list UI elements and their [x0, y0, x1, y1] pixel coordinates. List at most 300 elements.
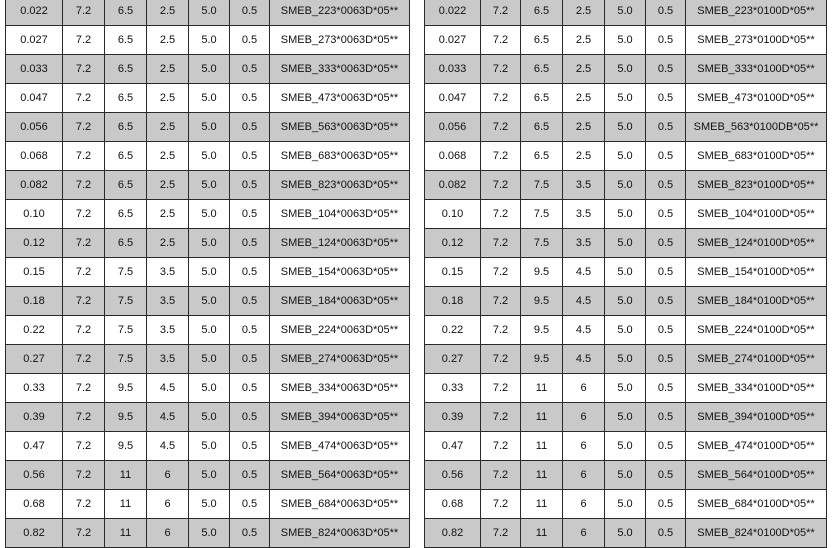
col6-cell: 0.5 — [646, 403, 686, 432]
col4-cell: 2.5 — [563, 26, 605, 55]
col4-cell: 2.5 — [147, 84, 189, 113]
col3-cell: 6.5 — [105, 171, 147, 200]
table-row — [425, 490, 827, 519]
col4-cell: 2.5 — [147, 26, 189, 55]
capacitance-cell: 0.18 — [425, 287, 481, 316]
col2-cell: 7.2 — [63, 258, 105, 287]
part-number-cell: SMEB_823*0100D*05** — [686, 171, 827, 200]
col6-cell: 0.5 — [646, 200, 686, 229]
col6-cell: 0.5 — [230, 287, 270, 316]
part-number-cell: SMEB_394*0100D*05** — [686, 403, 827, 432]
part-number-cell: SMEB_474*0100D*05** — [686, 432, 827, 461]
col2-cell: 7.2 — [63, 171, 105, 200]
col4-cell: 2.5 — [147, 142, 189, 171]
col2-cell: 7.2 — [481, 316, 521, 345]
col3-cell: 6.5 — [105, 113, 147, 142]
col5-cell: 5.0 — [605, 345, 646, 374]
col4-cell: 2.5 — [147, 200, 189, 229]
table-row — [425, 171, 827, 200]
table-row — [425, 0, 827, 26]
part-number-cell: SMEB_184*0063D*05** — [270, 287, 410, 316]
col2-cell: 7.2 — [63, 287, 105, 316]
col5-cell: 5.0 — [605, 113, 646, 142]
col6-cell: 0.5 — [646, 287, 686, 316]
capacitance-cell: 0.22 — [6, 316, 63, 345]
col2-cell: 7.2 — [63, 55, 105, 84]
part-number-cell: SMEB_104*0063D*05** — [270, 200, 410, 229]
capacitance-cell: 0.047 — [6, 84, 63, 113]
col5-cell: 5.0 — [605, 258, 646, 287]
col2-cell: 7.2 — [481, 287, 521, 316]
table-row — [6, 287, 410, 316]
part-number-cell: SMEB_154*0100D*05** — [686, 258, 827, 287]
col3-cell: 11 — [521, 461, 563, 490]
col3-cell: 6.5 — [521, 84, 563, 113]
part-number-cell: SMEB_824*0100D*05** — [686, 519, 827, 548]
table-row — [6, 316, 410, 345]
col6-cell: 0.5 — [646, 142, 686, 171]
col4-cell: 6 — [563, 490, 605, 519]
capacitance-cell: 0.082 — [425, 171, 481, 200]
col6-cell: 0.5 — [230, 374, 270, 403]
col4-cell: 3.5 — [563, 229, 605, 258]
part-number-cell: SMEB_473*0100D*05** — [686, 84, 827, 113]
part-number-cell: SMEB_274*0063D*05** — [270, 345, 410, 374]
col2-cell: 7.2 — [481, 113, 521, 142]
col5-cell: 5.0 — [189, 0, 230, 26]
capacitance-cell: 0.10 — [6, 200, 63, 229]
col6-cell: 0.5 — [230, 432, 270, 461]
table-row — [6, 55, 410, 84]
capacitance-cell: 0.22 — [425, 316, 481, 345]
col6-cell: 0.5 — [646, 229, 686, 258]
part-number-cell: SMEB_124*0100D*05** — [686, 229, 827, 258]
part-number-cell: SMEB_684*0063D*05** — [270, 490, 410, 519]
capacitance-cell: 0.068 — [425, 142, 481, 171]
col5-cell: 5.0 — [189, 403, 230, 432]
col3-cell: 9.5 — [105, 374, 147, 403]
col5-cell: 5.0 — [605, 0, 646, 26]
col2-cell: 7.2 — [481, 0, 521, 26]
col5-cell: 5.0 — [605, 142, 646, 171]
col3-cell: 6.5 — [105, 26, 147, 55]
table-row — [6, 26, 410, 55]
col5-cell: 5.0 — [605, 200, 646, 229]
capacitance-cell: 0.82 — [425, 519, 481, 548]
table-row — [425, 345, 827, 374]
col3-cell: 7.5 — [105, 345, 147, 374]
table-row — [6, 403, 410, 432]
col2-cell: 7.2 — [63, 113, 105, 142]
table-row — [425, 287, 827, 316]
part-number-cell: SMEB_273*0063D*05** — [270, 26, 410, 55]
part-number-cell: SMEB_683*0100D*05** — [686, 142, 827, 171]
col3-cell: 11 — [521, 374, 563, 403]
part-number-cell: SMEB_563*0063D*05** — [270, 113, 410, 142]
col5-cell: 5.0 — [189, 55, 230, 84]
col3-cell: 9.5 — [105, 403, 147, 432]
table-row — [425, 26, 827, 55]
part-number-cell: SMEB_124*0063D*05** — [270, 229, 410, 258]
col2-cell: 7.2 — [63, 403, 105, 432]
table-row — [6, 0, 410, 26]
capacitance-cell: 0.18 — [6, 287, 63, 316]
capacitance-cell: 0.27 — [425, 345, 481, 374]
col5-cell: 5.0 — [605, 403, 646, 432]
col2-cell: 7.2 — [63, 84, 105, 113]
table-row — [6, 142, 410, 171]
col2-cell: 7.2 — [63, 461, 105, 490]
capacitor-table-right — [424, 0, 827, 548]
col6-cell: 0.5 — [230, 258, 270, 287]
col5-cell: 5.0 — [605, 229, 646, 258]
col5-cell: 5.0 — [189, 519, 230, 548]
col5-cell: 5.0 — [605, 287, 646, 316]
col2-cell: 7.2 — [63, 142, 105, 171]
col4-cell: 2.5 — [147, 229, 189, 258]
table-row — [425, 258, 827, 287]
col3-cell: 7.5 — [105, 316, 147, 345]
col2-cell: 7.2 — [481, 403, 521, 432]
col4-cell: 4.5 — [147, 432, 189, 461]
table-row — [6, 461, 410, 490]
col4-cell: 2.5 — [563, 142, 605, 171]
col6-cell: 0.5 — [230, 0, 270, 26]
col6-cell: 0.5 — [646, 0, 686, 26]
col6-cell: 0.5 — [646, 374, 686, 403]
capacitance-cell: 0.33 — [6, 374, 63, 403]
part-number-cell: SMEB_334*0063D*05** — [270, 374, 410, 403]
capacitance-cell: 0.033 — [6, 55, 63, 84]
col4-cell: 2.5 — [563, 0, 605, 26]
col2-cell: 7.2 — [63, 374, 105, 403]
col2-cell: 7.2 — [63, 26, 105, 55]
col3-cell: 6.5 — [521, 113, 563, 142]
col4-cell: 6 — [563, 519, 605, 548]
col6-cell: 0.5 — [230, 200, 270, 229]
col4-cell: 3.5 — [147, 258, 189, 287]
col3-cell: 11 — [521, 519, 563, 548]
table-row — [6, 171, 410, 200]
col4-cell: 4.5 — [563, 345, 605, 374]
col6-cell: 0.5 — [646, 316, 686, 345]
col3-cell: 6.5 — [105, 142, 147, 171]
part-number-cell: SMEB_823*0063D*05** — [270, 171, 410, 200]
col3-cell: 6.5 — [105, 0, 147, 26]
col5-cell: 5.0 — [605, 432, 646, 461]
col3-cell: 9.5 — [521, 287, 563, 316]
col4-cell: 3.5 — [147, 316, 189, 345]
col6-cell: 0.5 — [230, 113, 270, 142]
col2-cell: 7.2 — [63, 345, 105, 374]
col2-cell: 7.2 — [481, 432, 521, 461]
table-row — [6, 229, 410, 258]
col5-cell: 5.0 — [189, 258, 230, 287]
col5-cell: 5.0 — [189, 229, 230, 258]
col4-cell: 4.5 — [563, 316, 605, 345]
col3-cell: 9.5 — [521, 316, 563, 345]
table-row — [425, 432, 827, 461]
col5-cell: 5.0 — [605, 490, 646, 519]
col2-cell: 7.2 — [63, 316, 105, 345]
col4-cell: 6 — [563, 403, 605, 432]
table-row — [425, 316, 827, 345]
col2-cell: 7.2 — [63, 200, 105, 229]
col6-cell: 0.5 — [230, 403, 270, 432]
col6-cell: 0.5 — [646, 84, 686, 113]
col2-cell: 7.2 — [63, 0, 105, 26]
table-row — [6, 113, 410, 142]
table-row — [6, 84, 410, 113]
table-row — [425, 229, 827, 258]
col6-cell: 0.5 — [646, 461, 686, 490]
col2-cell: 7.2 — [481, 461, 521, 490]
part-number-cell: SMEB_274*0100D*05** — [686, 345, 827, 374]
part-number-cell: SMEB_564*0063D*05** — [270, 461, 410, 490]
col3-cell: 6.5 — [521, 55, 563, 84]
col6-cell: 0.5 — [230, 142, 270, 171]
col5-cell: 5.0 — [189, 287, 230, 316]
col4-cell: 2.5 — [147, 55, 189, 84]
part-number-cell: SMEB_273*0100D*05** — [686, 26, 827, 55]
col6-cell: 0.5 — [646, 171, 686, 200]
col5-cell: 5.0 — [189, 171, 230, 200]
capacitance-cell: 0.27 — [6, 345, 63, 374]
table-row — [425, 84, 827, 113]
col6-cell: 0.5 — [230, 316, 270, 345]
capacitance-cell: 0.47 — [6, 432, 63, 461]
part-number-cell: SMEB_474*0063D*05** — [270, 432, 410, 461]
col6-cell: 0.5 — [646, 258, 686, 287]
col2-cell: 7.2 — [481, 258, 521, 287]
col3-cell: 6.5 — [105, 200, 147, 229]
capacitance-cell: 0.39 — [6, 403, 63, 432]
col2-cell: 7.2 — [481, 345, 521, 374]
col6-cell: 0.5 — [646, 490, 686, 519]
col2-cell: 7.2 — [481, 374, 521, 403]
part-number-cell: SMEB_824*0063D*05** — [270, 519, 410, 548]
col3-cell: 11 — [105, 490, 147, 519]
col2-cell: 7.2 — [481, 171, 521, 200]
col6-cell: 0.5 — [230, 26, 270, 55]
col5-cell: 5.0 — [189, 200, 230, 229]
col3-cell: 7.5 — [521, 171, 563, 200]
col4-cell: 2.5 — [563, 113, 605, 142]
col3-cell: 11 — [105, 461, 147, 490]
col6-cell: 0.5 — [646, 113, 686, 142]
col3-cell: 6.5 — [521, 26, 563, 55]
col5-cell: 5.0 — [189, 432, 230, 461]
part-number-cell: SMEB_223*0063D*05** — [270, 0, 410, 26]
table-row — [6, 519, 410, 548]
col4-cell: 2.5 — [147, 113, 189, 142]
col4-cell: 6 — [147, 461, 189, 490]
col6-cell: 0.5 — [230, 519, 270, 548]
col4-cell: 4.5 — [563, 258, 605, 287]
col3-cell: 11 — [521, 403, 563, 432]
col5-cell: 5.0 — [189, 316, 230, 345]
table-row — [425, 403, 827, 432]
col3-cell: 6.5 — [105, 229, 147, 258]
capacitance-cell: 0.027 — [6, 26, 63, 55]
table-row — [6, 432, 410, 461]
part-number-cell: SMEB_333*0100D*05** — [686, 55, 827, 84]
capacitance-cell: 0.68 — [6, 490, 63, 519]
col5-cell: 5.0 — [189, 345, 230, 374]
capacitance-cell: 0.10 — [425, 200, 481, 229]
table-row — [425, 519, 827, 548]
col5-cell: 5.0 — [605, 374, 646, 403]
col6-cell: 0.5 — [230, 55, 270, 84]
table-row — [6, 200, 410, 229]
table-row — [425, 142, 827, 171]
col3-cell: 6.5 — [105, 55, 147, 84]
col3-cell: 7.5 — [521, 200, 563, 229]
col2-cell: 7.2 — [481, 490, 521, 519]
col3-cell: 11 — [521, 490, 563, 519]
col4-cell: 6 — [147, 519, 189, 548]
col2-cell: 7.2 — [481, 229, 521, 258]
table-row — [425, 461, 827, 490]
col2-cell: 7.2 — [63, 432, 105, 461]
col4-cell: 4.5 — [147, 374, 189, 403]
col5-cell: 5.0 — [605, 26, 646, 55]
capacitance-cell: 0.15 — [6, 258, 63, 287]
col6-cell: 0.5 — [230, 461, 270, 490]
col6-cell: 0.5 — [230, 171, 270, 200]
part-number-cell: SMEB_683*0063D*05** — [270, 142, 410, 171]
col2-cell: 7.2 — [63, 519, 105, 548]
col5-cell: 5.0 — [189, 26, 230, 55]
col4-cell: 2.5 — [563, 55, 605, 84]
part-number-cell: SMEB_394*0063D*05** — [270, 403, 410, 432]
col3-cell: 6.5 — [521, 0, 563, 26]
capacitance-cell: 0.12 — [425, 229, 481, 258]
col6-cell: 0.5 — [230, 84, 270, 113]
col2-cell: 7.2 — [481, 142, 521, 171]
col2-cell: 7.2 — [63, 229, 105, 258]
part-number-cell: SMEB_224*0100D*05** — [686, 316, 827, 345]
table-row — [6, 374, 410, 403]
col4-cell: 4.5 — [563, 287, 605, 316]
table-row — [6, 490, 410, 519]
col3-cell: 7.5 — [105, 287, 147, 316]
col6-cell: 0.5 — [646, 26, 686, 55]
part-number-cell: SMEB_563*0100DB*05** — [686, 113, 827, 142]
col5-cell: 5.0 — [605, 461, 646, 490]
capacitance-cell: 0.56 — [6, 461, 63, 490]
col3-cell: 9.5 — [105, 432, 147, 461]
col3-cell: 11 — [105, 519, 147, 548]
col5-cell: 5.0 — [189, 84, 230, 113]
col4-cell: 3.5 — [147, 287, 189, 316]
col3-cell: 6.5 — [105, 84, 147, 113]
col4-cell: 3.5 — [563, 200, 605, 229]
col5-cell: 5.0 — [605, 316, 646, 345]
col5-cell: 5.0 — [605, 55, 646, 84]
col3-cell: 9.5 — [521, 258, 563, 287]
capacitance-cell: 0.082 — [6, 171, 63, 200]
capacitance-cell: 0.39 — [425, 403, 481, 432]
col6-cell: 0.5 — [230, 490, 270, 519]
col3-cell: 11 — [521, 432, 563, 461]
table-row — [425, 55, 827, 84]
col5-cell: 5.0 — [189, 461, 230, 490]
part-number-cell: SMEB_104*0100D*05** — [686, 200, 827, 229]
part-number-cell: SMEB_684*0100D*05** — [686, 490, 827, 519]
capacitance-cell: 0.68 — [425, 490, 481, 519]
col6-cell: 0.5 — [646, 345, 686, 374]
col5-cell: 5.0 — [189, 374, 230, 403]
col6-cell: 0.5 — [646, 432, 686, 461]
capacitance-cell: 0.056 — [425, 113, 481, 142]
col2-cell: 7.2 — [481, 55, 521, 84]
capacitance-cell: 0.82 — [6, 519, 63, 548]
col4-cell: 3.5 — [563, 171, 605, 200]
col2-cell: 7.2 — [481, 519, 521, 548]
col5-cell: 5.0 — [605, 171, 646, 200]
col3-cell: 6.5 — [521, 142, 563, 171]
table-row — [425, 113, 827, 142]
col2-cell: 7.2 — [481, 200, 521, 229]
col2-cell: 7.2 — [63, 490, 105, 519]
part-number-cell: SMEB_224*0063D*05** — [270, 316, 410, 345]
col5-cell: 5.0 — [189, 490, 230, 519]
capacitance-cell: 0.027 — [425, 26, 481, 55]
capacitance-cell: 0.12 — [6, 229, 63, 258]
col4-cell: 2.5 — [147, 0, 189, 26]
capacitance-cell: 0.056 — [6, 113, 63, 142]
col3-cell: 9.5 — [521, 345, 563, 374]
col4-cell: 2.5 — [563, 84, 605, 113]
capacitance-cell: 0.033 — [425, 55, 481, 84]
capacitance-cell: 0.47 — [425, 432, 481, 461]
col4-cell: 6 — [563, 432, 605, 461]
col4-cell: 6 — [147, 490, 189, 519]
table-row — [425, 374, 827, 403]
part-number-cell: SMEB_334*0100D*05** — [686, 374, 827, 403]
col5-cell: 5.0 — [605, 84, 646, 113]
table-row — [6, 345, 410, 374]
col6-cell: 0.5 — [646, 55, 686, 84]
capacitance-cell: 0.068 — [6, 142, 63, 171]
part-number-cell: SMEB_223*0100D*05** — [686, 0, 827, 26]
col2-cell: 7.2 — [481, 84, 521, 113]
col4-cell: 2.5 — [147, 171, 189, 200]
capacitance-cell: 0.047 — [425, 84, 481, 113]
part-number-cell: SMEB_154*0063D*05** — [270, 258, 410, 287]
capacitor-table-left — [5, 0, 410, 548]
col5-cell: 5.0 — [189, 113, 230, 142]
capacitance-cell: 0.33 — [425, 374, 481, 403]
capacitance-cell: 0.022 — [425, 0, 481, 26]
col4-cell: 4.5 — [147, 403, 189, 432]
capacitance-cell: 0.15 — [425, 258, 481, 287]
table-row — [6, 258, 410, 287]
capacitance-cell: 0.56 — [425, 461, 481, 490]
table-row — [425, 200, 827, 229]
col3-cell: 7.5 — [521, 229, 563, 258]
part-number-cell: SMEB_473*0063D*05** — [270, 84, 410, 113]
col4-cell: 6 — [563, 374, 605, 403]
col5-cell: 5.0 — [189, 142, 230, 171]
col6-cell: 0.5 — [230, 229, 270, 258]
part-number-cell: SMEB_564*0100D*05** — [686, 461, 827, 490]
capacitance-cell: 0.022 — [6, 0, 63, 26]
part-number-cell: SMEB_333*0063D*05** — [270, 55, 410, 84]
col2-cell: 7.2 — [481, 26, 521, 55]
part-number-cell: SMEB_184*0100D*05** — [686, 287, 827, 316]
